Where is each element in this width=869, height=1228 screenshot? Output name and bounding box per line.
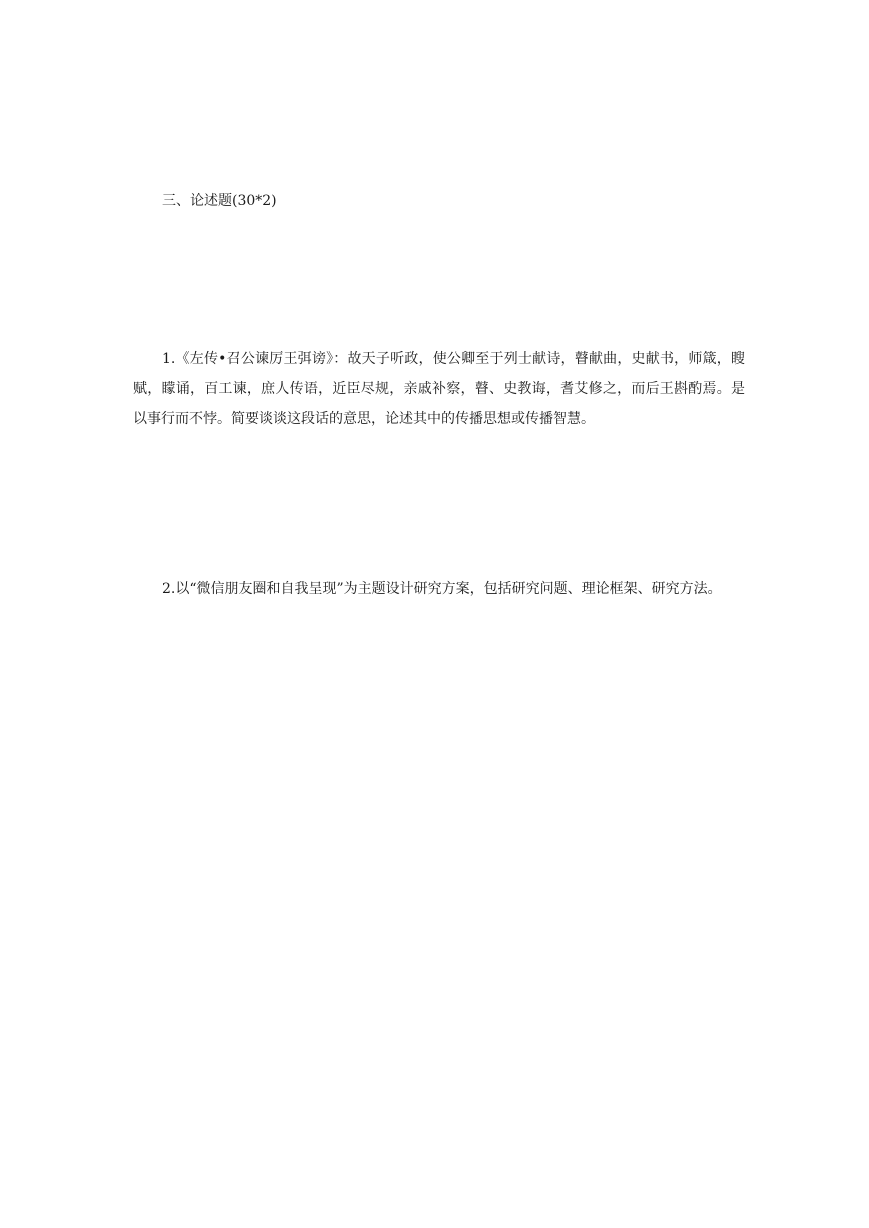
- section-heading: 三、论述题(30*2): [162, 193, 277, 209]
- question-2: 2.以“微信朋友圈和自我呈现”为主题设计研究方案，包括研究问题、理论框架、研究方法。: [162, 581, 722, 597]
- question-1: 1.《左传•召公谏厉王弭谤》：故天子听政，使公卿至于列士献诗，瞽献曲，史献书，师箴，瞍赋，矇诵，百工谏，庶人传语，近臣尽规，亲戚补察，瞽、史教诲，耆艾修之，而后王斟酌焉。是以事行而不悖。简要谈谈这段话的意思，论述其中的传播思想或传播智慧。: [133, 351, 745, 427]
